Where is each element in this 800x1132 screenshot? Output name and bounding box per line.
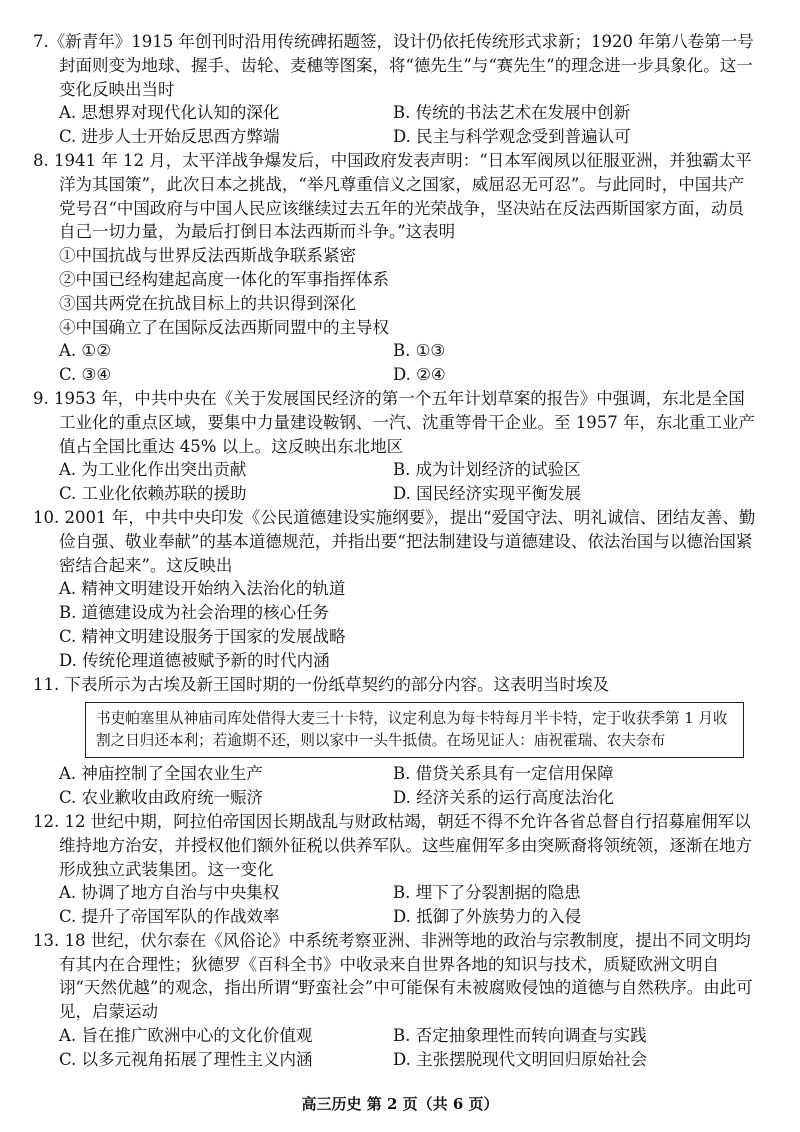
page-footer: 高三历史 第 2 页（共 6 页） bbox=[301, 1095, 499, 1113]
question-12 bbox=[33, 810, 760, 929]
question-stem: 10. 2001 年，中共中央印发《公民道德建设实施纲要》，提出“爱国守法、明礼诚信、团结友善、勤俭自强、敬业奉献”的基本道德规范，并指出要“把法制建设与道德建设、依法治国与以德治国紧密结合起来”。这反映出 bbox=[33, 507, 756, 575]
option-c: C. 农业歉收由政府统一赈济 bbox=[59, 788, 264, 808]
option-d: D. 传统伦理道德被赋予新的时代内涵 bbox=[59, 650, 330, 670]
option-d: D. 主张摆脱现代文明回归原始社会 bbox=[393, 1049, 648, 1069]
option-c: C. 提升了帝国军队的作战效率 bbox=[59, 907, 280, 927]
option-c: C. ③④ bbox=[59, 365, 112, 385]
option-d: D. 经济关系的运行高度法治化 bbox=[393, 788, 615, 808]
option-d: D. 抵御了外族势力的入侵 bbox=[393, 907, 582, 927]
question-stem: 11. 下表所示为古埃及新王国时期的一份纸草契约的部分内容。这表明当时埃及 bbox=[33, 674, 609, 694]
question-10 bbox=[33, 506, 760, 673]
option-b: B. 传统的书法艺术在发展中创新 bbox=[393, 103, 631, 123]
option-d: D. 国民经济实现平衡发展 bbox=[393, 484, 582, 504]
option-c: C. 工业化依赖苏联的援助 bbox=[59, 484, 247, 504]
statement-2: ②中国已经构建起高度一体化的军事指挥体系 bbox=[59, 269, 389, 289]
option-a: A. 旨在推广欧洲中心的文化价值观 bbox=[59, 1026, 313, 1046]
option-b: B. 道德建设成为社会治理的核心任务 bbox=[59, 603, 330, 623]
statement-3: ③国共两党在抗战目标上的共识得到深化 bbox=[59, 293, 356, 313]
question-13 bbox=[33, 929, 760, 1072]
option-a: A. 神庙控制了全国农业生产 bbox=[59, 764, 263, 784]
option-a: A. 为工业化作出突出贡献 bbox=[59, 460, 247, 480]
option-a: A. 精神文明建设开始纳入法治化的轨道 bbox=[59, 579, 346, 599]
option-b: B. 借贷关系具有一定信用保障 bbox=[393, 764, 614, 784]
papyrus-contract-box: 书吏帕塞里从神庙司库处借得大麦三十卡特，议定利息为每卡特每月半卡特，定于收获季第 1 月收割之日归还本利；若逾期不还，则以家中一头牛抵债。在场见证人：庙祝霍瑞、农夫奈布 bbox=[85, 702, 744, 758]
option-c: C. 以多元视角拓展了理性主义内涵 bbox=[59, 1049, 313, 1069]
question-11 bbox=[33, 673, 760, 810]
option-a: A. ①② bbox=[59, 341, 111, 361]
option-d: D. ②④ bbox=[393, 365, 446, 385]
option-b: B. 否定抽象理性而转向调查与实践 bbox=[393, 1026, 647, 1046]
question-8 bbox=[33, 149, 760, 387]
question-7 bbox=[33, 30, 760, 149]
option-a: A. 思想界对现代化认知的深化 bbox=[59, 103, 280, 123]
option-a: A. 协调了地方自治与中央集权 bbox=[59, 883, 280, 903]
question-stem: 8. 1941 年 12 月，太平洋战争爆发后，中国政府发表声明：“日本军阀夙以征服亚洲，并独霸太平洋为其国策”，此次日本之挑战，“举凡尊重信义之国家，威屈忍无可忍”。与此同时，中国共产党号召“中国政府与中国人民应该继续过去五年的光荣战争，坚决站在反法西斯国家方面，动员自己一切力量，为最后打倒日本法西斯而斗争。”这表明 bbox=[33, 150, 752, 242]
option-b: B. 成为计划经济的试验区 bbox=[393, 460, 581, 480]
statement-4: ④中国确立了在国际反法西斯同盟中的主导权 bbox=[59, 317, 389, 337]
question-stem: 7.《新青年》1915 年创刊时沿用传统碑拓题签，设计仍依托传统形式求新；1920 年第八卷第一号封面则变为地球、握手、齿轮、麦穗等图案，将“德先生”与“赛先生”的理念进一步具象化。这一变化反映出当时 bbox=[33, 32, 754, 99]
question-stem: 13. 18 世纪，伏尔泰在《风俗论》中系统考察亚洲、非洲等地的政治与宗教制度，提出不同文明均有其内在合理性；狄德罗《百科全书》中收录来自世界各地的知识与技术，质疑欧洲文明自诩“天然优越”的观念，指出所谓“野蛮社会”中可能保有未被腐败侵蚀的道德与自然秩序。由此可见，启蒙运动 bbox=[33, 930, 753, 1022]
question-stem: 12. 12 世纪中期，阿拉伯帝国因长期战乱与财政枯竭，朝廷不得不允许各省总督自行招募雇佣军以维持地方治安，并授权他们额外征税以供养军队。这些雇佣军多由突厥裔将领统领，逐渐在地方形成独立武装集团。这一变化 bbox=[33, 811, 752, 879]
question-9 bbox=[33, 387, 760, 506]
option-d: D. 民主与科学观念受到普遍认可 bbox=[393, 127, 631, 147]
option-c: C. 精神文明建设服务于国家的发展战略 bbox=[59, 626, 346, 646]
question-stem: 9. 1953 年，中共中央在《关于发展国民经济的第一个五年计划草案的报告》中强调，东北是全国工业化的重点区域，要集中力量建设鞍钢、一汽、沈重等骨干企业。至 1957 年，东北重工业产值占全国比重达 45% 以上。这反映出东北地区 bbox=[33, 388, 755, 456]
option-b: B. ①③ bbox=[393, 341, 446, 361]
option-c: C. 进步人士开始反思西方弊端 bbox=[59, 127, 280, 147]
statement-1: ①中国抗战与世界反法西斯战争联系紧密 bbox=[59, 246, 356, 266]
option-b: B. 埋下了分裂割据的隐患 bbox=[393, 883, 581, 903]
